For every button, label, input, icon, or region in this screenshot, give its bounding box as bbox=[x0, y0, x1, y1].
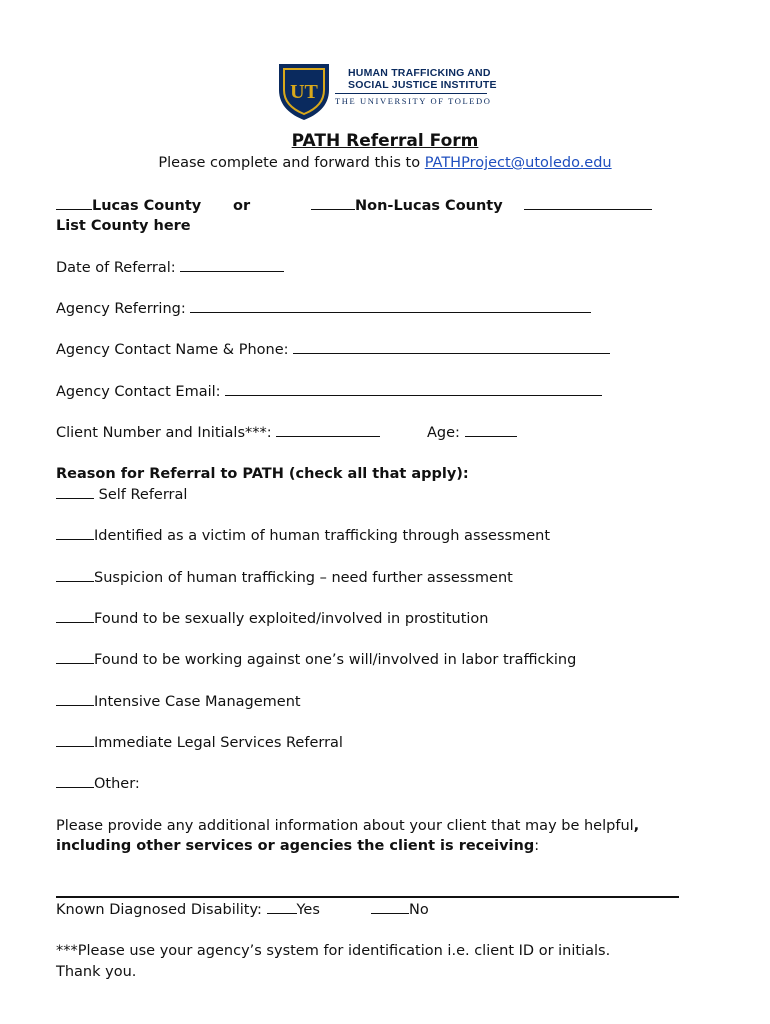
reason-case-management[interactable] bbox=[56, 694, 301, 710]
reason-label: Intensive Case Management bbox=[94, 694, 301, 710]
county-name-field[interactable] bbox=[524, 198, 652, 214]
list-county-label: List County here bbox=[56, 218, 191, 234]
additional-info-bold-text: including other services or agencies the client is receiving bbox=[56, 838, 535, 854]
reason-label: Immediate Legal Services Referral bbox=[94, 735, 343, 751]
additional-info-line-1 bbox=[56, 818, 639, 834]
non-lucas-county-blank[interactable] bbox=[311, 208, 355, 210]
agency-email-row bbox=[56, 384, 602, 400]
ut-emblem-text: UT bbox=[290, 81, 318, 103]
agency-contact-field[interactable] bbox=[293, 352, 610, 354]
or-label: or bbox=[233, 198, 251, 214]
reason-other[interactable] bbox=[56, 776, 140, 792]
reason-checkbox-blank[interactable] bbox=[56, 662, 94, 664]
agency-email-label: Agency Contact Email: bbox=[56, 384, 221, 400]
reason-self-referral[interactable] bbox=[56, 487, 187, 503]
additional-info-colon: : bbox=[534, 838, 540, 854]
institute-logo bbox=[277, 60, 497, 122]
logo-line-2: SOCIAL JUSTICE INSTITUTE bbox=[348, 79, 497, 91]
reason-labor-trafficking[interactable] bbox=[56, 652, 576, 668]
client-number-field[interactable] bbox=[276, 435, 380, 437]
logo-institute-name bbox=[348, 67, 497, 91]
reason-checkbox-blank[interactable] bbox=[56, 745, 94, 747]
reason-checkbox-blank[interactable] bbox=[56, 497, 94, 499]
agency-contact-label: Agency Contact Name & Phone: bbox=[56, 342, 289, 358]
logo-line-1: HUMAN TRAFFICKING AND bbox=[348, 67, 491, 79]
lucas-county-option[interactable] bbox=[56, 198, 201, 214]
lucas-county-label: Lucas County bbox=[92, 198, 202, 214]
additional-info-field[interactable] bbox=[56, 896, 679, 898]
reason-checkbox-blank[interactable] bbox=[56, 580, 94, 582]
disability-label: Known Diagnosed Disability: bbox=[56, 902, 262, 918]
additional-info-text: Please provide any additional information about your client that may be helpful bbox=[56, 818, 634, 834]
reason-identified-victim[interactable] bbox=[56, 528, 550, 544]
lucas-county-blank[interactable] bbox=[56, 208, 92, 210]
disability-yes-label: Yes bbox=[296, 902, 320, 918]
logo-divider bbox=[335, 93, 487, 94]
agency-referring-field[interactable] bbox=[190, 311, 591, 313]
agency-referring-label: Agency Referring: bbox=[56, 301, 186, 317]
age-label: Age: bbox=[427, 425, 460, 441]
disability-no-blank[interactable] bbox=[371, 912, 409, 914]
date-of-referral-field[interactable] bbox=[180, 270, 284, 272]
footnote-line-1: ***Please use your agency’s system for identification i.e. client ID or initials. bbox=[56, 943, 611, 959]
age-row bbox=[427, 425, 517, 441]
reason-label: Self Referral bbox=[94, 487, 188, 503]
client-number-label: Client Number and Initials***: bbox=[56, 425, 272, 441]
reason-checkbox-blank[interactable] bbox=[56, 538, 94, 540]
reason-label: Found to be sexually exploited/involved in prostitution bbox=[94, 611, 489, 627]
disability-row bbox=[56, 902, 320, 918]
disability-yes-blank[interactable] bbox=[267, 912, 297, 914]
reason-checkbox-blank[interactable] bbox=[56, 704, 94, 706]
reason-label: Found to be working against one’s will/involved in labor trafficking bbox=[94, 652, 577, 668]
date-of-referral-label: Date of Referral: bbox=[56, 260, 176, 276]
page-title: PATH Referral Form bbox=[291, 131, 479, 151]
instructions-text: Please complete and forward this to bbox=[158, 155, 425, 171]
reason-sexually-exploited[interactable] bbox=[56, 611, 488, 627]
client-number-row bbox=[56, 425, 380, 441]
additional-info-comma: , bbox=[633, 818, 640, 834]
instructions bbox=[0, 155, 770, 171]
reason-checkbox-blank[interactable] bbox=[56, 621, 94, 623]
logo-university-name: THE UNIVERSITY OF TOLEDO bbox=[335, 96, 492, 106]
ut-shield-icon bbox=[277, 60, 331, 122]
reason-label: Suspicion of human trafficking – need further assessment bbox=[94, 570, 513, 586]
date-of-referral-row bbox=[56, 260, 284, 276]
agency-contact-row bbox=[56, 342, 610, 358]
reason-legal-services[interactable] bbox=[56, 735, 343, 751]
additional-info-line-2 bbox=[56, 838, 539, 854]
email-link[interactable]: PATHProject@utoledo.edu bbox=[424, 155, 612, 171]
agency-email-field[interactable] bbox=[225, 394, 602, 396]
age-field[interactable] bbox=[465, 435, 517, 437]
reasons-heading: Reason for Referral to PATH (check all that apply): bbox=[56, 466, 469, 482]
non-lucas-county-option[interactable] bbox=[311, 198, 503, 214]
disability-no-option[interactable] bbox=[371, 902, 429, 918]
reason-label: Other: bbox=[94, 776, 140, 792]
reason-suspicion[interactable] bbox=[56, 570, 513, 586]
non-lucas-county-label: Non-Lucas County bbox=[355, 198, 503, 214]
disability-no-label: No bbox=[409, 902, 429, 918]
reason-checkbox-blank[interactable] bbox=[56, 786, 94, 788]
reason-label: Identified as a victim of human trafficking through assessment bbox=[94, 528, 550, 544]
agency-referring-row bbox=[56, 301, 591, 317]
footnote-line-2: Thank you. bbox=[56, 964, 137, 980]
